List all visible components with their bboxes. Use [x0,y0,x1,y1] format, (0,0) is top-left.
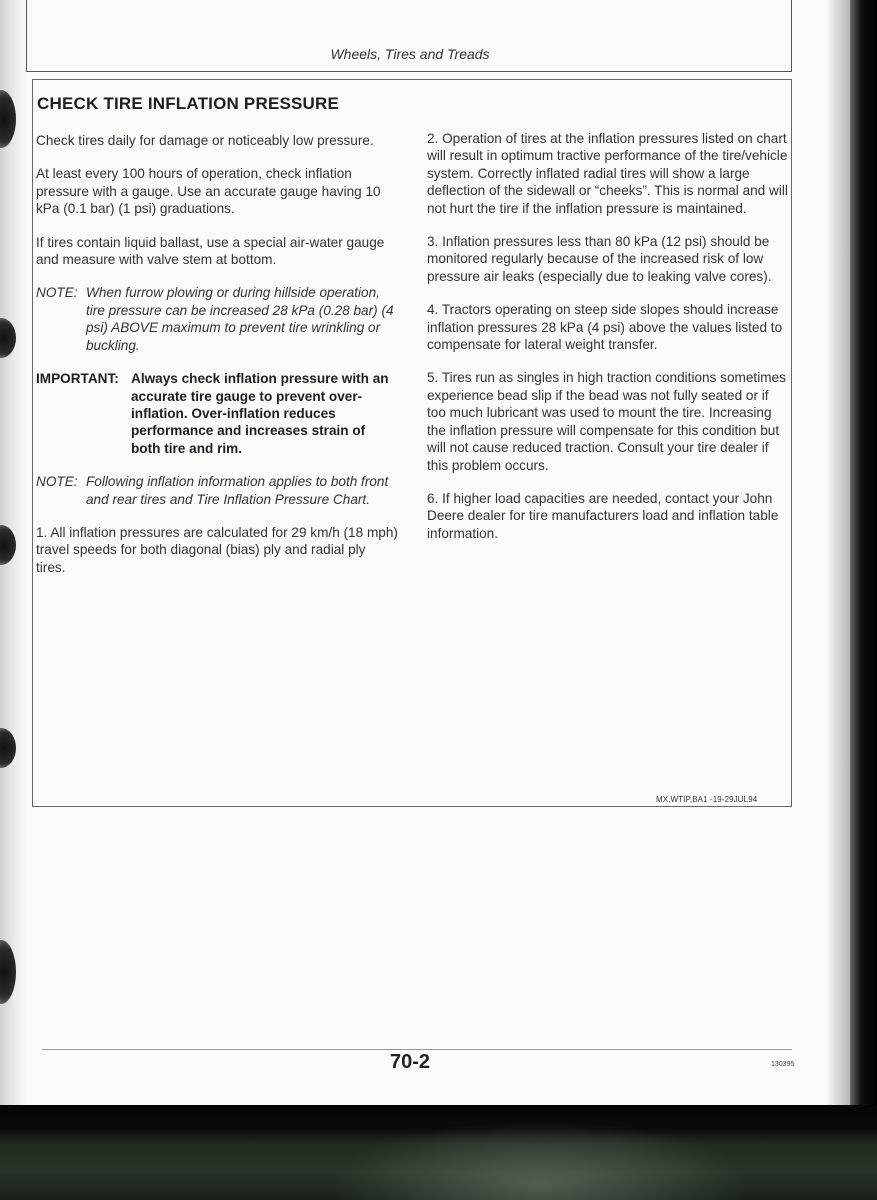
paragraph: At least every 100 hours of operation, check inflation pressure with a gauge. Use an accurate gauge having 10 kPa (0.1 bar) (1 psi) graduations. [36,166,381,217]
note-text: Following inflation information applies to both front and rear tires and Tire Inflation Pressure Chart. [86,474,389,507]
list-item: 6. If higher load capacities are needed, contact your John Deere dealer for tire manufacturers load and inflation table information. [427,490,779,541]
paragraph: Check tires daily for damage or noticeably low pressure. [36,133,374,148]
list-item: 3. Inflation pressures less than 80 kPa (12 psi) should be monitored regularly because of the increased risk of low pressure air leaks (especially due to leaking valve cores). [427,234,772,284]
right-column [427,130,789,558]
header-frame [26,0,792,72]
list-item: 5. Tires run as singles in high traction conditions sometimes experience bead slip if the bead was not fully seated or if too much lubricant was used to mount the tire. Increasing the inflation pressure will compensate for this condition but will not cause reduced traction. Consult your tire dealer if this problem occurs. [427,370,786,473]
left-column [36,132,398,592]
page-number: 70-2 [390,1051,431,1073]
scanner-edge-right [850,0,877,1105]
section-title: Wheels, Tires and Treads [330,46,490,62]
important-text: Always check inflation pressure with an accurate tire gauge to prevent over-inflation. Over-inflation reduces performance and increases strain of both tire and rim. [131,371,389,456]
footer-divider [42,1049,792,1050]
reference-code: MX,WTIP,BA1 -19-29JUL94 [656,795,758,804]
page-curl-shadow [826,0,850,1105]
list-item: 4. Tractors operating on steep side slopes should increase inflation pressures 28 kPa (4 psi) above the values listed to compensate for lateral weight transfer. [427,302,783,353]
paragraph: If tires contain liquid ballast, use a special air-water gauge and measure with valve stem at bottom. [36,234,385,268]
list-item: 2. Operation of tires at the inflation pressures listed on chart will result in optimum tractive performance of the tire/vehicle system. Correctly inflated radial tires will show a large deflection of the sidewall or “cheeks”. This is normal and will not hurt the tire if the inflation pressure is maintained. [427,131,788,216]
important-label: IMPORTANT: [36,371,119,387]
note-block [36,284,398,354]
important-block [36,370,398,457]
note-label: NOTE: [36,285,78,301]
scanner-highlight [330,1120,750,1200]
list-item: 1. All inflation pressures are calculated for 29 km/h (18 mph) travel speeds for both diagonal (bias) ply and radial ply tires. [36,524,398,575]
print-code: 130395 [771,1061,795,1068]
page-title: CHECK TIRE INFLATION PRESSURE [37,94,340,113]
note-block [36,473,398,508]
note-text: When furrow plowing or during hillside operation, tire pressure can be increased 28 kPa (0.28 bar) (4 psi) ABOVE maximum to prevent tire wrinkling or buckling. [86,285,394,353]
note-label: NOTE: [36,474,78,490]
